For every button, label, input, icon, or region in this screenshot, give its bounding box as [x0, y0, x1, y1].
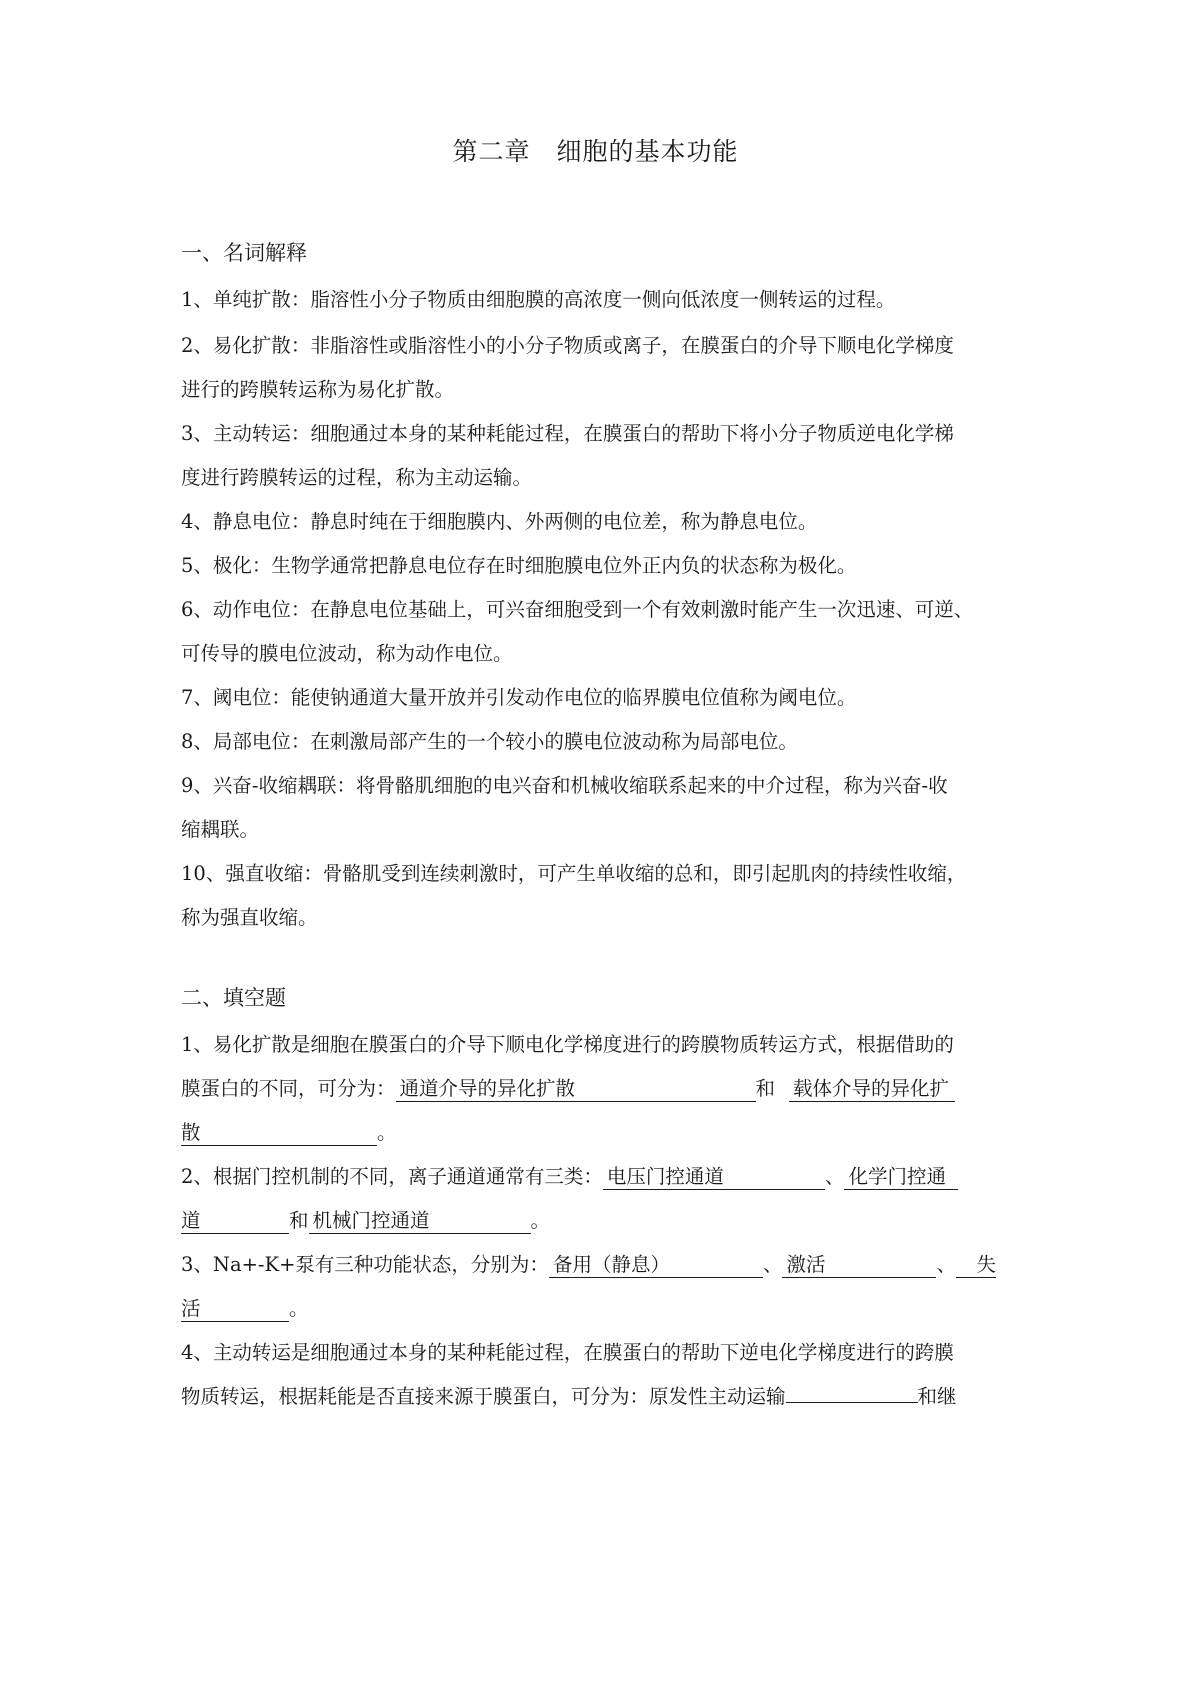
question-text: 和 — [289, 1209, 309, 1232]
answer-blank: 备用（静息） — [549, 1253, 763, 1278]
question-3-line — [181, 1294, 1021, 1324]
question-4-line — [181, 1382, 1021, 1412]
definition-line: 5、极化：生物学通常把静息电位存在时细胞膜电位外正内负的状态称为极化。 — [181, 554, 857, 577]
definition-line: 7、阈电位：能使钠通道大量开放并引发动作电位的临界膜电位值称为阈电位。 — [181, 686, 857, 709]
answer-blank: 载体介导的异化扩 — [789, 1077, 955, 1102]
question-text: 和 — [755, 1077, 776, 1100]
answer-blank: 通道介导的异化扩散 — [396, 1077, 756, 1102]
section-heading-fill-in: 二、填空题 — [181, 986, 286, 1010]
question-text: 和继 — [917, 1385, 957, 1408]
question-text: 、 — [762, 1253, 783, 1276]
answer-blank: 电压门控通道 — [603, 1165, 825, 1190]
answer-blank: 道 — [181, 1209, 289, 1234]
definition-line: 2、易化扩散：非脂溶性或脂溶性小的小分子物质或离子，在膜蛋白的介导下顺电化学梯度 — [181, 334, 954, 357]
definition-line: 6、动作电位：在静息电位基础上，可兴奋细胞受到一个有效刺激时能产生一次迅速、可逆、 — [181, 598, 974, 621]
page-title: 第二章 细胞的基本功能 — [452, 137, 739, 166]
definition-line: 4、静息电位：静息时纯在于细胞膜内、外两侧的电位差，称为静息电位。 — [181, 510, 818, 533]
question-text: 。 — [530, 1209, 551, 1232]
definition-line: 称为强直收缩。 — [181, 906, 318, 929]
question-text: 、 — [936, 1253, 956, 1276]
question-text: 、 — [824, 1165, 845, 1188]
definition-line: 度进行跨膜转运的过程，称为主动运输。 — [181, 466, 533, 489]
answer-blank: 机械门控通道 — [309, 1209, 531, 1234]
definition-line: 10、强直收缩：骨骼肌受到连续刺激时，可产生单收缩的总和，即引起肌肉的持续性收缩， — [181, 862, 967, 885]
question-text: 。 — [377, 1121, 397, 1144]
definition-line: 3、主动转运：细胞通过本身的某种耗能过程，在膜蛋白的帮助下将小分子物质逆电化学梯 — [181, 422, 954, 445]
answer-blank: 化学门控通 — [844, 1165, 958, 1190]
answer-blank: 激活 — [782, 1253, 936, 1278]
definition-line: 1、单纯扩散：脂溶性小分子物质由细胞膜的高浓度一侧向低浓度一侧转运的过程。 — [181, 288, 896, 311]
question-1-line: 1、易化扩散是细胞在膜蛋白的介导下顺电化学梯度进行的跨膜物质转运方式，根据借助的 — [181, 1033, 954, 1056]
answer-blank — [786, 1402, 918, 1403]
definition-line: 可传导的膜电位波动，称为动作电位。 — [181, 642, 513, 665]
question-3-line — [181, 1250, 1021, 1280]
definition-line: 9、兴奋-收缩耦联：将骨骼肌细胞的电兴奋和机械收缩联系起来的中介过程，称为兴奋-收 — [181, 774, 948, 797]
answer-blank: 活 — [181, 1297, 289, 1322]
definition-line: 缩耦联。 — [181, 818, 260, 841]
question-text: 2、根据门控机制的不同，离子通道通常有三类： — [181, 1165, 603, 1188]
answer-blank: 散 — [181, 1121, 377, 1146]
question-text: 。 — [289, 1297, 309, 1320]
question-text: 3、Na+-K+泵有三种功能状态，分别为： — [181, 1253, 549, 1276]
question-text: 膜蛋白的不同，可分为： — [181, 1077, 396, 1100]
question-2-line — [181, 1162, 1021, 1192]
question-4-line: 4、主动转运是细胞通过本身的某种耗能过程，在膜蛋白的帮助下逆电化学梯度进行的跨膜 — [181, 1341, 954, 1364]
question-1-line — [181, 1074, 1021, 1104]
question-text: 物质转运，根据耗能是否直接来源于膜蛋白，可分为：原发性主动运输 — [181, 1385, 786, 1408]
answer-blank: 失 — [956, 1253, 996, 1278]
definition-line: 8、局部电位：在刺激局部产生的一个较小的膜电位波动称为局部电位。 — [181, 730, 798, 753]
definition-line: 进行的跨膜转运称为易化扩散。 — [181, 378, 455, 401]
question-1-line — [181, 1118, 1021, 1148]
section-heading-definitions: 一、名词解释 — [181, 241, 307, 265]
question-2-line — [181, 1206, 1021, 1236]
